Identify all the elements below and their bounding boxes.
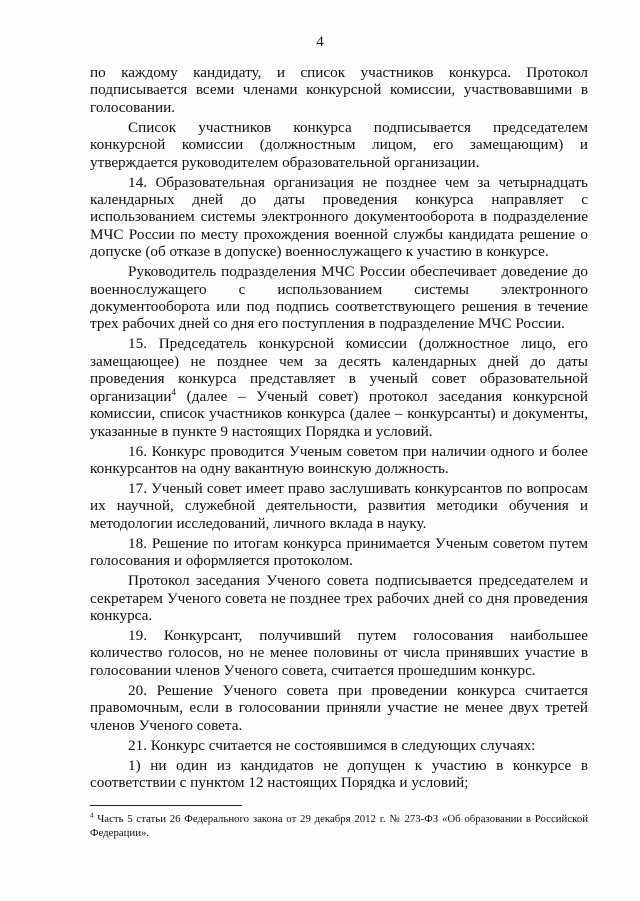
footnote bbox=[90, 812, 588, 840]
page-number: 4 bbox=[316, 34, 324, 50]
paragraph-20: 20. Решение Ученого совета при проведении конкурса считается правомочным, если в голосовании приняли участие не менее двух третей членов Ученого совета. bbox=[90, 681, 588, 734]
paragraph-21-item-1: 1) ни один из кандидатов не допущен к участию в конкурсе в соответствии с пунктом 12 настоящих Порядка и условий; bbox=[90, 756, 588, 791]
footnote-reference: 4 bbox=[171, 386, 177, 397]
paragraph-15-text-start: 15. Председатель конкурсной комиссии (должностное лицо, его замещающее) не позднее чем за десять календарных дней до даты проведения конкурса представляет в ученый совет образовательной организации bbox=[90, 335, 588, 405]
paragraph-14: 14. Образовательная организация не позднее чем за четырнадцать календарных дней до даты проведения конкурса направляет с использованием системы электронного документооборота в подразделение МЧС России по месту прохождения военной службы кандидата решение о допуске (об отказе в допуске) военнослужащего к участию в конкурсе. bbox=[90, 173, 588, 261]
document-body bbox=[90, 64, 588, 791]
paragraph-18-protocol: Протокол заседания Ученого совета подписывается председателем и секретарем Ученого совета не позднее трех рабочих дней со дня проведения конкурса. bbox=[90, 572, 588, 624]
paragraph-continuation: по каждому кандидату, и список участников конкурса. Протокол подписывается всеми членами конкурсной комиссии, участвовавшими в голосовании. bbox=[90, 64, 588, 116]
footnote-text: Часть 5 статьи 26 Федерального закона от 29 декабря 2012 г. № 273-ФЗ «Об образовании в Российской Федерации». bbox=[90, 813, 588, 839]
paragraph-participants-list: Список участников конкурса подписывается председателем конкурсной комиссии (должностным лицом, его замещающим) и утверждается руководителем образовательной организации. bbox=[90, 118, 588, 171]
footnote-divider bbox=[90, 805, 242, 806]
paragraph-16: 16. Конкурс проводится Ученым советом при наличии одного и более конкурсантов на одну вакантную воинскую должность. bbox=[90, 442, 588, 477]
paragraph-15-text-end: (далее – Ученый совет) протокол заседания конкурсной комиссии, список участников конкурса (далее – конкурсанты) и документы, указанные в пункте 9 настоящих Порядка и условий. bbox=[90, 387, 588, 440]
paragraph-21: 21. Конкурс считается не состоявшимся в следующих случаях: bbox=[128, 736, 536, 754]
paragraph-18: 18. Решение по итогам конкурса принимается Ученым советом путем голосования и оформляется протоколом. bbox=[90, 534, 588, 570]
footnote-marker: 4 bbox=[90, 811, 94, 820]
paragraph-14-head-notice: Руководитель подразделения МЧС России обеспечивает доведение до военнослужащего с использованием системы электронного документооборота или под подпись соответствующего решения в течение трех рабочих дней со дня его поступления в подразделение МЧС России. bbox=[90, 263, 588, 333]
paragraph-15 bbox=[90, 335, 588, 439]
paragraph-19: 19. Конкурсант, получивший путем голосования наибольшее количество голосов, но не менее половины от числа принявших участие в голосовании членов Ученого совета, считается прошедшим конкурс. bbox=[90, 626, 588, 679]
paragraph-17: 17. Ученый совет имеет право заслушивать конкурсантов по вопросам их научной, служебной деятельности, развития методики обучения и методологии исследований, личного вклада в науку. bbox=[90, 479, 588, 532]
